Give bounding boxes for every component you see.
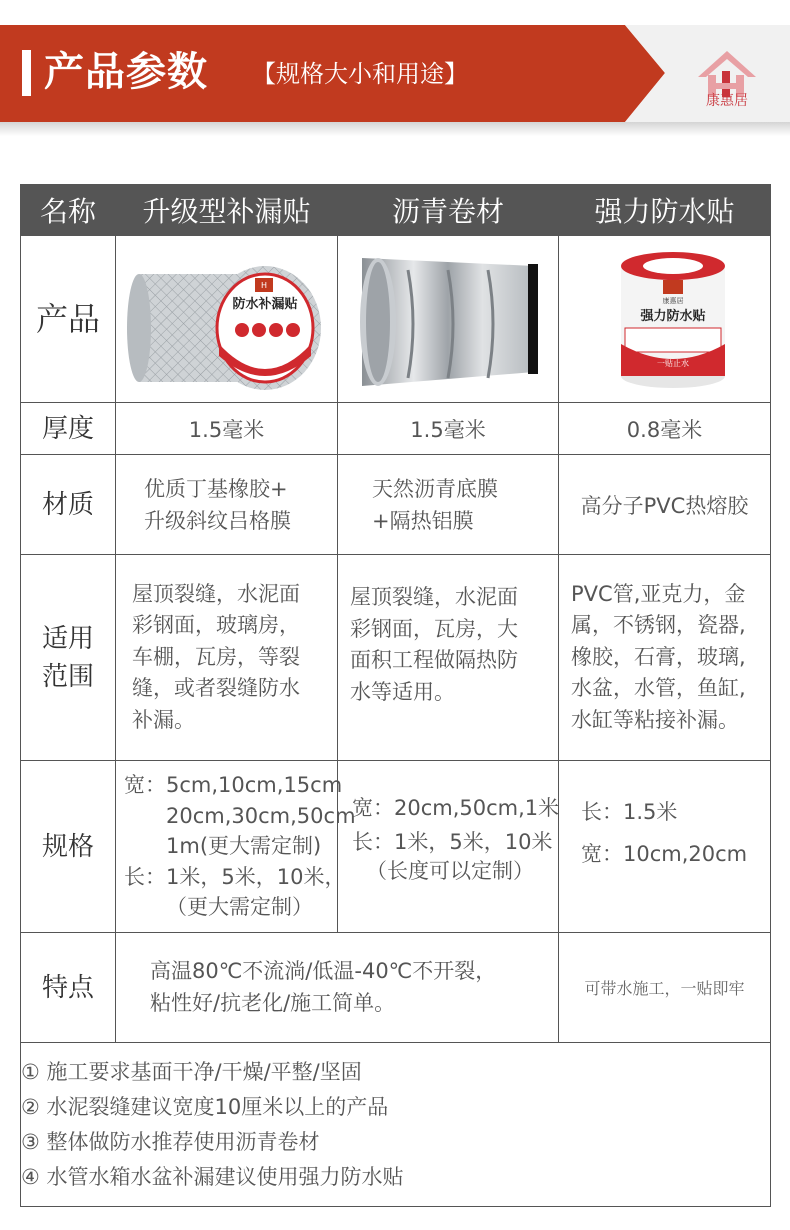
column-header-strong: 强力防水贴 [559, 185, 771, 236]
material-asphalt [338, 455, 559, 555]
product-image-patch [116, 236, 338, 403]
row-label-spec: 规格 [21, 761, 116, 933]
usage-patch-line: 车棚，瓦房，等裂 [132, 644, 300, 669]
product-image-asphalt [338, 236, 559, 403]
spec-patch-line: 长：1米，5米，10米， [124, 864, 346, 889]
row-label-product: 产品 [21, 236, 116, 403]
column-header-patch: 升级型补漏贴 [116, 185, 338, 236]
material-patch-line: 升级斜纹吕格膜 [144, 508, 291, 533]
feature-row [21, 933, 771, 1043]
column-header-asphalt: 沥青卷材 [338, 185, 559, 236]
note-item: ① 施工要求基面干净/干燥/平整/坚固 [21, 1059, 362, 1084]
note-item: ③ 整体做防水推荐使用沥青卷材 [21, 1129, 320, 1154]
brand-name: 康惠居 [706, 93, 748, 109]
svg-text:H: H [260, 281, 267, 290]
header-row [21, 185, 771, 236]
spec-patch-line: 宽：5cm,10cm,15cm [124, 773, 343, 798]
usage-strong-line: 橡胶，石膏，玻璃, [571, 644, 746, 669]
strong-slogan-text: 一贴止水 [656, 359, 689, 368]
usage-strong [559, 555, 771, 761]
usage-asphalt-line: 屋顶裂缝，水泥面 [350, 585, 518, 609]
banner-accent-bar [22, 50, 31, 96]
row-label-material: 材质 [21, 455, 116, 555]
usage-patch-line: 缝，或者裂缝防水 [132, 676, 300, 701]
thickness-patch: 1.5毫米 [116, 403, 338, 455]
usage-patch [116, 555, 338, 761]
waterproof-tape-icon [565, 244, 765, 394]
column-header-name: 名称 [21, 185, 116, 236]
banner-shadow [0, 122, 790, 136]
material-strong: 高分子PVC热熔胶 [559, 455, 771, 555]
aluminum-tape-roll-icon [127, 244, 327, 394]
construction-notes [21, 1043, 771, 1207]
product-image-strong [559, 236, 771, 403]
usage-label-line: 范围 [41, 661, 94, 692]
usage-patch-line: 补漏。 [132, 707, 195, 732]
usage-strong-line: 水盆，水管，鱼缸, [571, 676, 746, 701]
feature-line: 粘性好/抗老化/施工简单。 [150, 991, 396, 1015]
spec-asphalt-line: 长：1米，5米，10米 [352, 830, 553, 854]
spec-strong [559, 761, 771, 933]
usage-strong-line: 水缸等粘接补漏。 [571, 707, 739, 732]
thickness-row [21, 403, 771, 455]
material-patch-line: 优质丁基橡胶+ [144, 476, 288, 501]
spec-patch-line: 20cm,30cm,50cm [166, 803, 356, 828]
patch-slogan-text: 一贴止漏 [246, 358, 283, 368]
feature-common [116, 933, 559, 1043]
material-asphalt-line: 天然沥青底膜 [372, 476, 498, 501]
usage-asphalt-line: 面积工程做隔热防 [350, 648, 518, 672]
row-label-thickness: 厚度 [21, 403, 116, 455]
spec-patch-line: （更大需定制） [166, 895, 313, 920]
row-label-feature: 特点 [21, 933, 116, 1043]
spec-asphalt [338, 761, 559, 933]
usage-patch-line: 屋顶裂缝，水泥面 [132, 581, 300, 606]
usage-asphalt-line: 彩钢面，瓦房，大 [350, 616, 518, 641]
feature-line: 高温80℃不流淌/低温-40℃不开裂， [150, 959, 497, 983]
strong-brand-text: 康惠居 [662, 297, 683, 305]
product-row [21, 236, 771, 403]
spec-asphalt-line: 宽：20cm,50cm,1米 [352, 796, 560, 820]
notes-row [21, 1043, 771, 1207]
spec-table [20, 184, 771, 1207]
spec-strong-line: 宽：10cm,20cm [581, 842, 748, 866]
usage-label-line: 适用 [41, 623, 94, 654]
page-title: 产品参数 [44, 49, 208, 95]
asphalt-roll-icon [348, 244, 548, 394]
material-patch [116, 455, 338, 555]
spec-patch [116, 761, 356, 933]
usage-strong-line: PVC管,亚克力，金 [571, 581, 746, 606]
note-item: ② 水泥裂缝建议宽度10厘米以上的产品 [21, 1094, 389, 1119]
row-label-usage [21, 555, 116, 761]
feature-strong: 可带水施工，一贴即牢 [559, 933, 771, 1043]
usage-strong-line: 属，不锈钢，瓷器, [571, 613, 746, 638]
spec-row [21, 761, 771, 933]
thickness-asphalt: 1.5毫米 [338, 403, 559, 455]
thickness-strong: 0.8毫米 [559, 403, 771, 455]
material-row [21, 455, 771, 555]
spec-asphalt-line: （长度可以定制） [366, 859, 534, 883]
spec-strong-line: 长：1.5米 [581, 800, 678, 824]
usage-patch-line: 彩钢面，玻璃房， [132, 613, 300, 638]
page-subtitle: 【规格大小和用途】 [252, 60, 468, 88]
strong-label-text: 强力防水贴 [639, 309, 706, 324]
material-asphalt-line: +隔热铝膜 [372, 508, 474, 533]
spec-patch-line: 1m(更大需定制) [166, 834, 322, 859]
note-item: ④ 水管水箱水盆补漏建议使用强力防水贴 [21, 1164, 404, 1189]
patch-label-text: 防水补漏贴 [231, 297, 298, 312]
usage-row [21, 555, 771, 761]
usage-asphalt-line: 水等适用。 [350, 679, 455, 704]
usage-asphalt [338, 555, 559, 761]
